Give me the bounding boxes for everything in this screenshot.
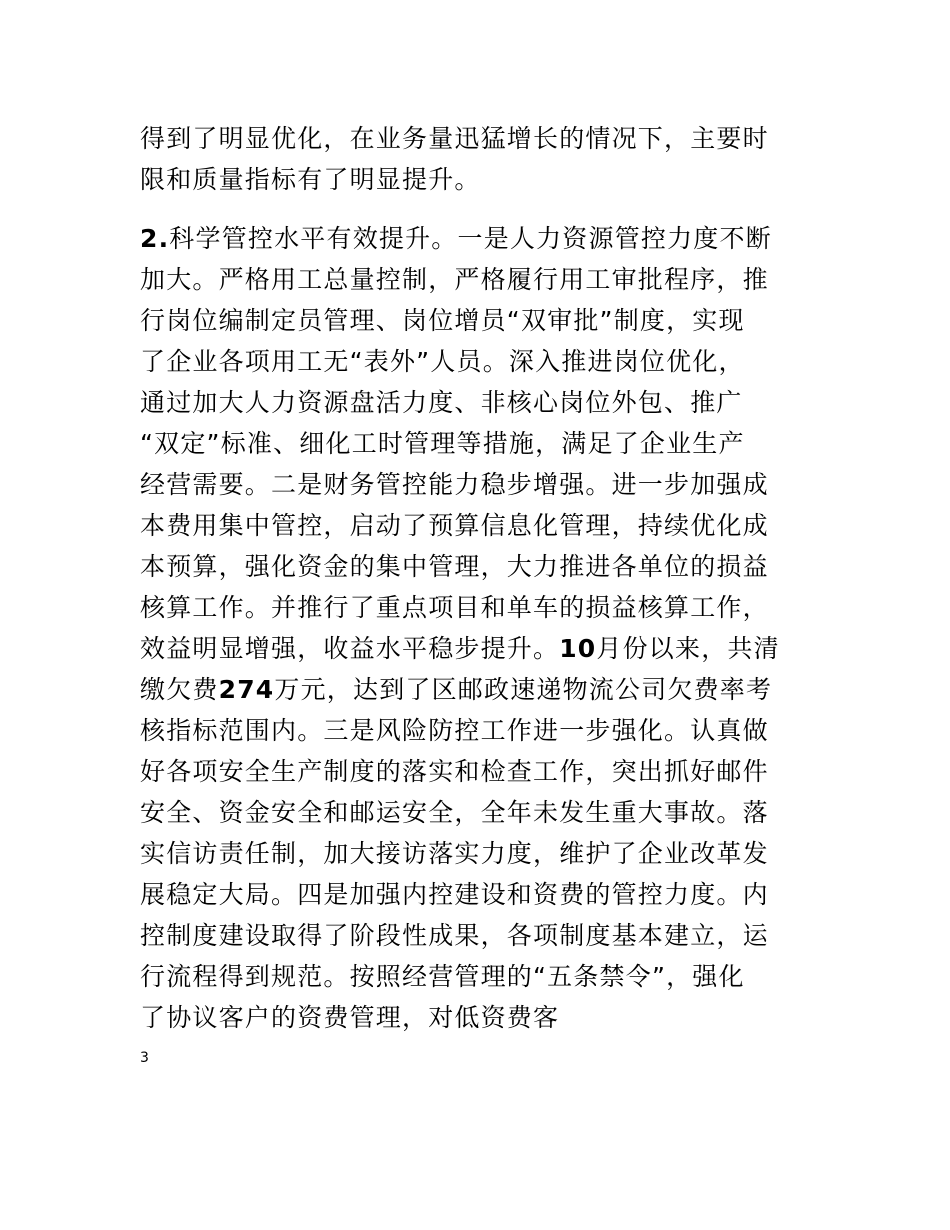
paragraph-2-line-7: 经营需要。二是财务管控能力稳步增强。进一步加强成 <box>140 470 769 499</box>
paragraph-2-line-2: 加大。严格用工总量控制，严格履行用工审批程序，推 <box>140 265 769 294</box>
paragraph-2-line-17: 展稳定大局。四是加强内控建设和资费的管控力度。内 <box>140 880 769 909</box>
paragraph-2-line-13: 核指标范围内。三是风险防控工作进一步强化。认真做 <box>140 716 769 745</box>
paragraph-2-line-9: 本预算，强化资金的集中管理，大力推进各单位的损益 <box>140 552 769 581</box>
paragraph-2-line-20: 了协议客户的资费管理，对低资费客 <box>140 1003 560 1032</box>
paragraph-2-line-12-prefix: 缴欠费 <box>140 675 219 704</box>
paragraph-1-line-1: 得到了明显优化，在业务量迅猛增长的情况下，主要时 <box>140 124 769 153</box>
section-number: 2. <box>140 224 170 253</box>
paragraph-2-line-4: 了企业各项用工无“表外”人员。深入推进岗位优化， <box>140 347 745 376</box>
paragraph-2-line-11-rest: 月份以来，共清 <box>596 634 780 663</box>
paragraph-1 <box>140 118 820 200</box>
paragraph-2-line-18: 控制度建设取得了阶段性成果，各项制度基本建立，运 <box>140 921 769 950</box>
paragraph-2-line-10: 核算工作。并推行了重点项目和单车的损益核算工作， <box>140 593 769 622</box>
page-number: 3 <box>140 1050 149 1066</box>
paragraph-2-line-11 <box>140 628 820 669</box>
paragraph-2-line-1 <box>140 218 820 259</box>
paragraph-2-line-12-rest: 万元，达到了区邮政速递物流公司欠费率考 <box>274 675 773 704</box>
amount-number: 274 <box>218 675 275 704</box>
paragraph-2-line-16: 实信访责任制，加大接访落实力度，维护了企业改革发 <box>140 839 769 868</box>
paragraph-2-line-6: “双定”标准、细化工时管理等措施，满足了企业生产 <box>140 429 745 458</box>
paragraph-2-line-14: 好各项安全生产制度的落实和检查工作，突出抓好邮件 <box>140 757 769 786</box>
paragraph-1-line-2: 限和质量指标有了明显提升。 <box>140 165 481 194</box>
paragraph-2-line-19: 行流程得到规范。按照经营管理的“五条禁令”，强化 <box>140 962 745 991</box>
paragraph-2-line-12 <box>140 669 820 710</box>
paragraph-2-line-5: 通过加大人力资源盘活力度、非核心岗位外包、推广 <box>140 388 743 417</box>
paragraph-2-line-1-text: 科学管控水平有效提升。一是人力资源管控力度不断 <box>169 224 772 253</box>
paragraph-2-line-11-text: 效益明显增强，收益水平稳步提升。 <box>140 634 560 663</box>
paragraph-2-line-3: 行岗位编制定员管理、岗位增员“双审批”制度，实现 <box>140 306 745 335</box>
month-number: 10 <box>559 634 597 663</box>
paragraph-2 <box>140 218 820 1038</box>
paragraph-2-line-15: 安全、资金安全和邮运安全，全年未发生重大事故。落 <box>140 798 769 827</box>
paragraph-2-line-8: 本费用集中管控，启动了预算信息化管理，持续优化成 <box>140 511 769 540</box>
